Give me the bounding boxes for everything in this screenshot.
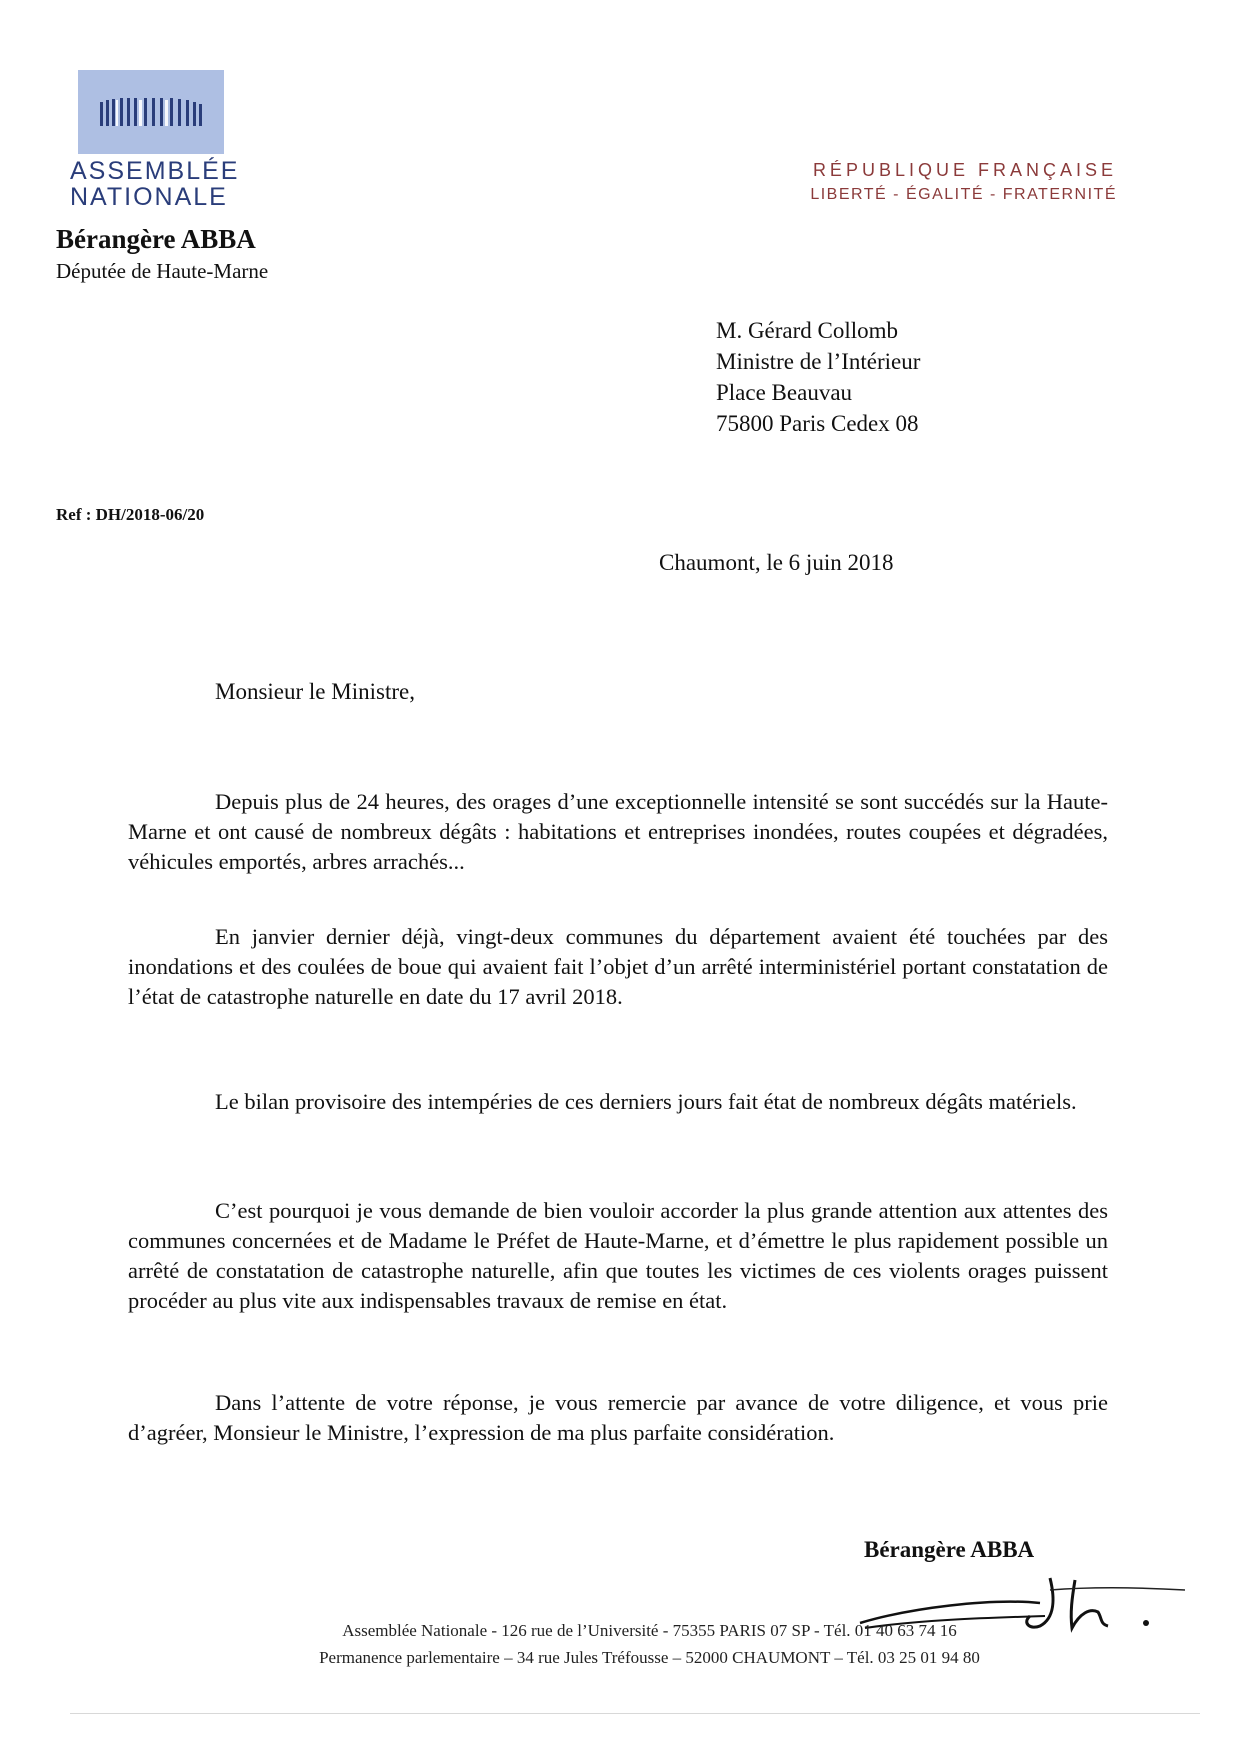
footer-assemblee-address: Assemblée Nationale - 126 rue de l’Université - 75355 PARIS 07 SP - Tél. 01 40 63 74 16 bbox=[342, 1621, 957, 1640]
assemblee-nationale-logo bbox=[78, 70, 224, 154]
sender-name: Bérangère ABBA bbox=[56, 224, 256, 254]
republique-motto: LIBERTÉ - ÉGALITÉ - FRATERNITÉ bbox=[810, 186, 1117, 203]
recipient-name: M. Gérard Collomb bbox=[716, 318, 899, 343]
body-paragraph bbox=[128, 1388, 1108, 1448]
paragraph-text: Depuis plus de 24 heures, des orages d’une exceptionnelle intensité se sont succédés sur la Haute-Marne et ont causé de nombreux dégâts : habitations et entreprises inondées, routes coupées et dégradées, véhicules emportés, arbres arrachés... bbox=[128, 789, 1108, 874]
republique-francaise: RÉPUBLIQUE FRANÇAISE bbox=[812, 160, 1117, 180]
paragraph-text: C’est pourquoi je vous demande de bien vouloir accorder la plus grande attention aux attentes des communes concernées et de Madame le Préfet de Haute-Marne, et d’émettre le plus rapidement possible un arrêté de constatation de catastrophe naturelle, afin que toutes les victimes de ces violents orages puissent procéder au plus vite aux indispensables travaux de remise en état. bbox=[128, 1198, 1108, 1313]
paragraph-text: Dans l’attente de votre réponse, je vous remercie par avance de votre diligence, et vous prie d’agréer, Monsieur le Ministre, l’expression de ma plus parfaite considération. bbox=[128, 1390, 1108, 1445]
paragraph-text: En janvier dernier déjà, vingt-deux communes du département avaient été touchées par des inondations et des coulées de boue qui avaient fait l’objet d’un arrêté interministériel portant constatation de l’état de catastrophe naturelle en date du 17 avril 2018. bbox=[128, 924, 1108, 1009]
signature-name: Bérangère ABBA bbox=[864, 1537, 1035, 1562]
logo-text-line1: ASSEMBLÉE bbox=[70, 157, 240, 185]
paragraph-text: Le bilan provisoire des intempéries de ces derniers jours fait état de nombreux dégâts matériels. bbox=[215, 1089, 1077, 1114]
logo-text-line2: NATIONALE bbox=[70, 183, 228, 211]
footer-permanence-address: Permanence parlementaire – 34 rue Jules Tréfousse – 52000 CHAUMONT – Tél. 03 25 01 94 80 bbox=[319, 1648, 980, 1667]
recipient-city: 75800 Paris Cedex 08 bbox=[716, 411, 919, 436]
recipient-address: Place Beauvau bbox=[716, 380, 853, 405]
salutation: Monsieur le Ministre, bbox=[215, 679, 415, 704]
reference: Ref : DH/2018-06/20 bbox=[56, 505, 205, 524]
letter-date: Chaumont, le 6 juin 2018 bbox=[659, 550, 894, 575]
body-paragraph bbox=[128, 1196, 1108, 1316]
recipient-title: Ministre de l’Intérieur bbox=[716, 349, 921, 374]
scan-artifact-line bbox=[70, 1713, 1200, 1714]
hemicycle-icon bbox=[78, 70, 224, 154]
body-paragraph bbox=[128, 787, 1108, 877]
body-paragraph bbox=[128, 922, 1108, 1012]
sender-title: Députée de Haute-Marne bbox=[56, 259, 269, 283]
body-paragraph bbox=[128, 1087, 1108, 1117]
